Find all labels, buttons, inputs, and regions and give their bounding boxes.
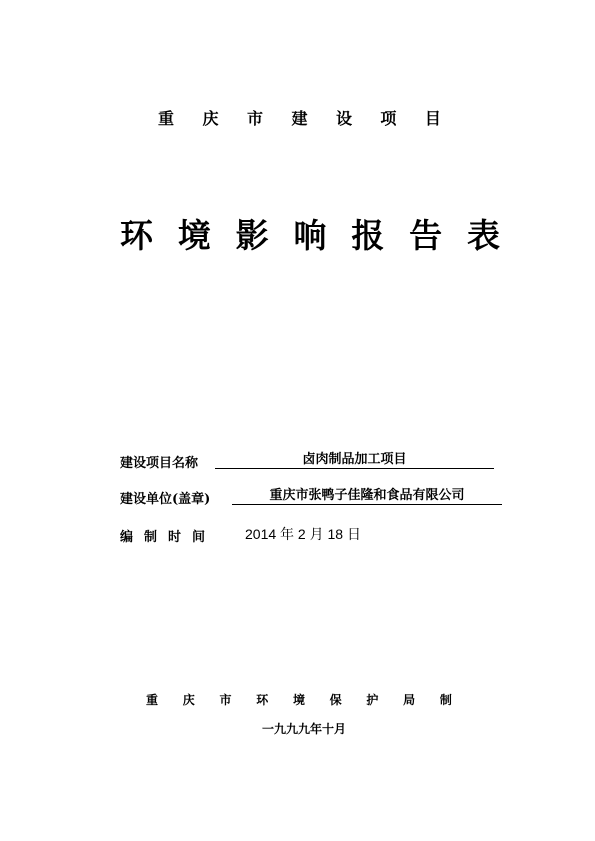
date-label bbox=[120, 526, 205, 545]
subtitle-char: 建 bbox=[291, 109, 308, 128]
title-char: 响 bbox=[293, 216, 327, 255]
project-name-value: 卤肉制品加工项目 bbox=[215, 451, 494, 469]
issuer-char: 重 bbox=[146, 693, 159, 707]
issuer bbox=[146, 691, 452, 708]
subtitle bbox=[158, 106, 441, 129]
date-value: 2014 年 2 月 18 日 bbox=[245, 526, 361, 542]
title-char: 报 bbox=[351, 216, 385, 255]
title-char: 境 bbox=[177, 216, 211, 255]
issuer-char: 制 bbox=[439, 693, 452, 707]
subtitle-char: 市 bbox=[246, 109, 263, 128]
date-label-char: 时 bbox=[167, 530, 181, 545]
title-char: 表 bbox=[466, 216, 500, 255]
issuer-char: 局 bbox=[403, 693, 416, 707]
subtitle-char: 设 bbox=[335, 109, 352, 128]
project-name-label: 建设项目名称 bbox=[120, 456, 199, 471]
issuer-char: 庆 bbox=[182, 693, 195, 707]
title-char: 告 bbox=[409, 216, 443, 255]
date-label-char: 间 bbox=[191, 530, 205, 545]
unit-label: 建设单位(盖章) bbox=[120, 492, 211, 507]
document-title bbox=[120, 210, 500, 257]
issuer-char: 护 bbox=[366, 693, 379, 707]
title-char: 环 bbox=[120, 216, 153, 255]
subtitle-char: 目 bbox=[424, 109, 441, 128]
subtitle-char: 重 bbox=[158, 109, 175, 128]
issuer-char: 境 bbox=[292, 693, 305, 707]
issuer-char: 保 bbox=[329, 693, 342, 707]
issuer-char: 市 bbox=[219, 693, 232, 707]
issue-year: 一九九九年十月 bbox=[261, 722, 346, 736]
issuer-char: 环 bbox=[256, 693, 269, 707]
subtitle-char: 项 bbox=[380, 109, 397, 128]
date-label-char: 制 bbox=[143, 530, 157, 545]
title-char: 影 bbox=[235, 216, 269, 255]
unit-value: 重庆市张鸭子佳隆和食品有限公司 bbox=[232, 487, 502, 505]
subtitle-char: 庆 bbox=[202, 109, 219, 128]
date-label-char: 编 bbox=[120, 530, 134, 545]
